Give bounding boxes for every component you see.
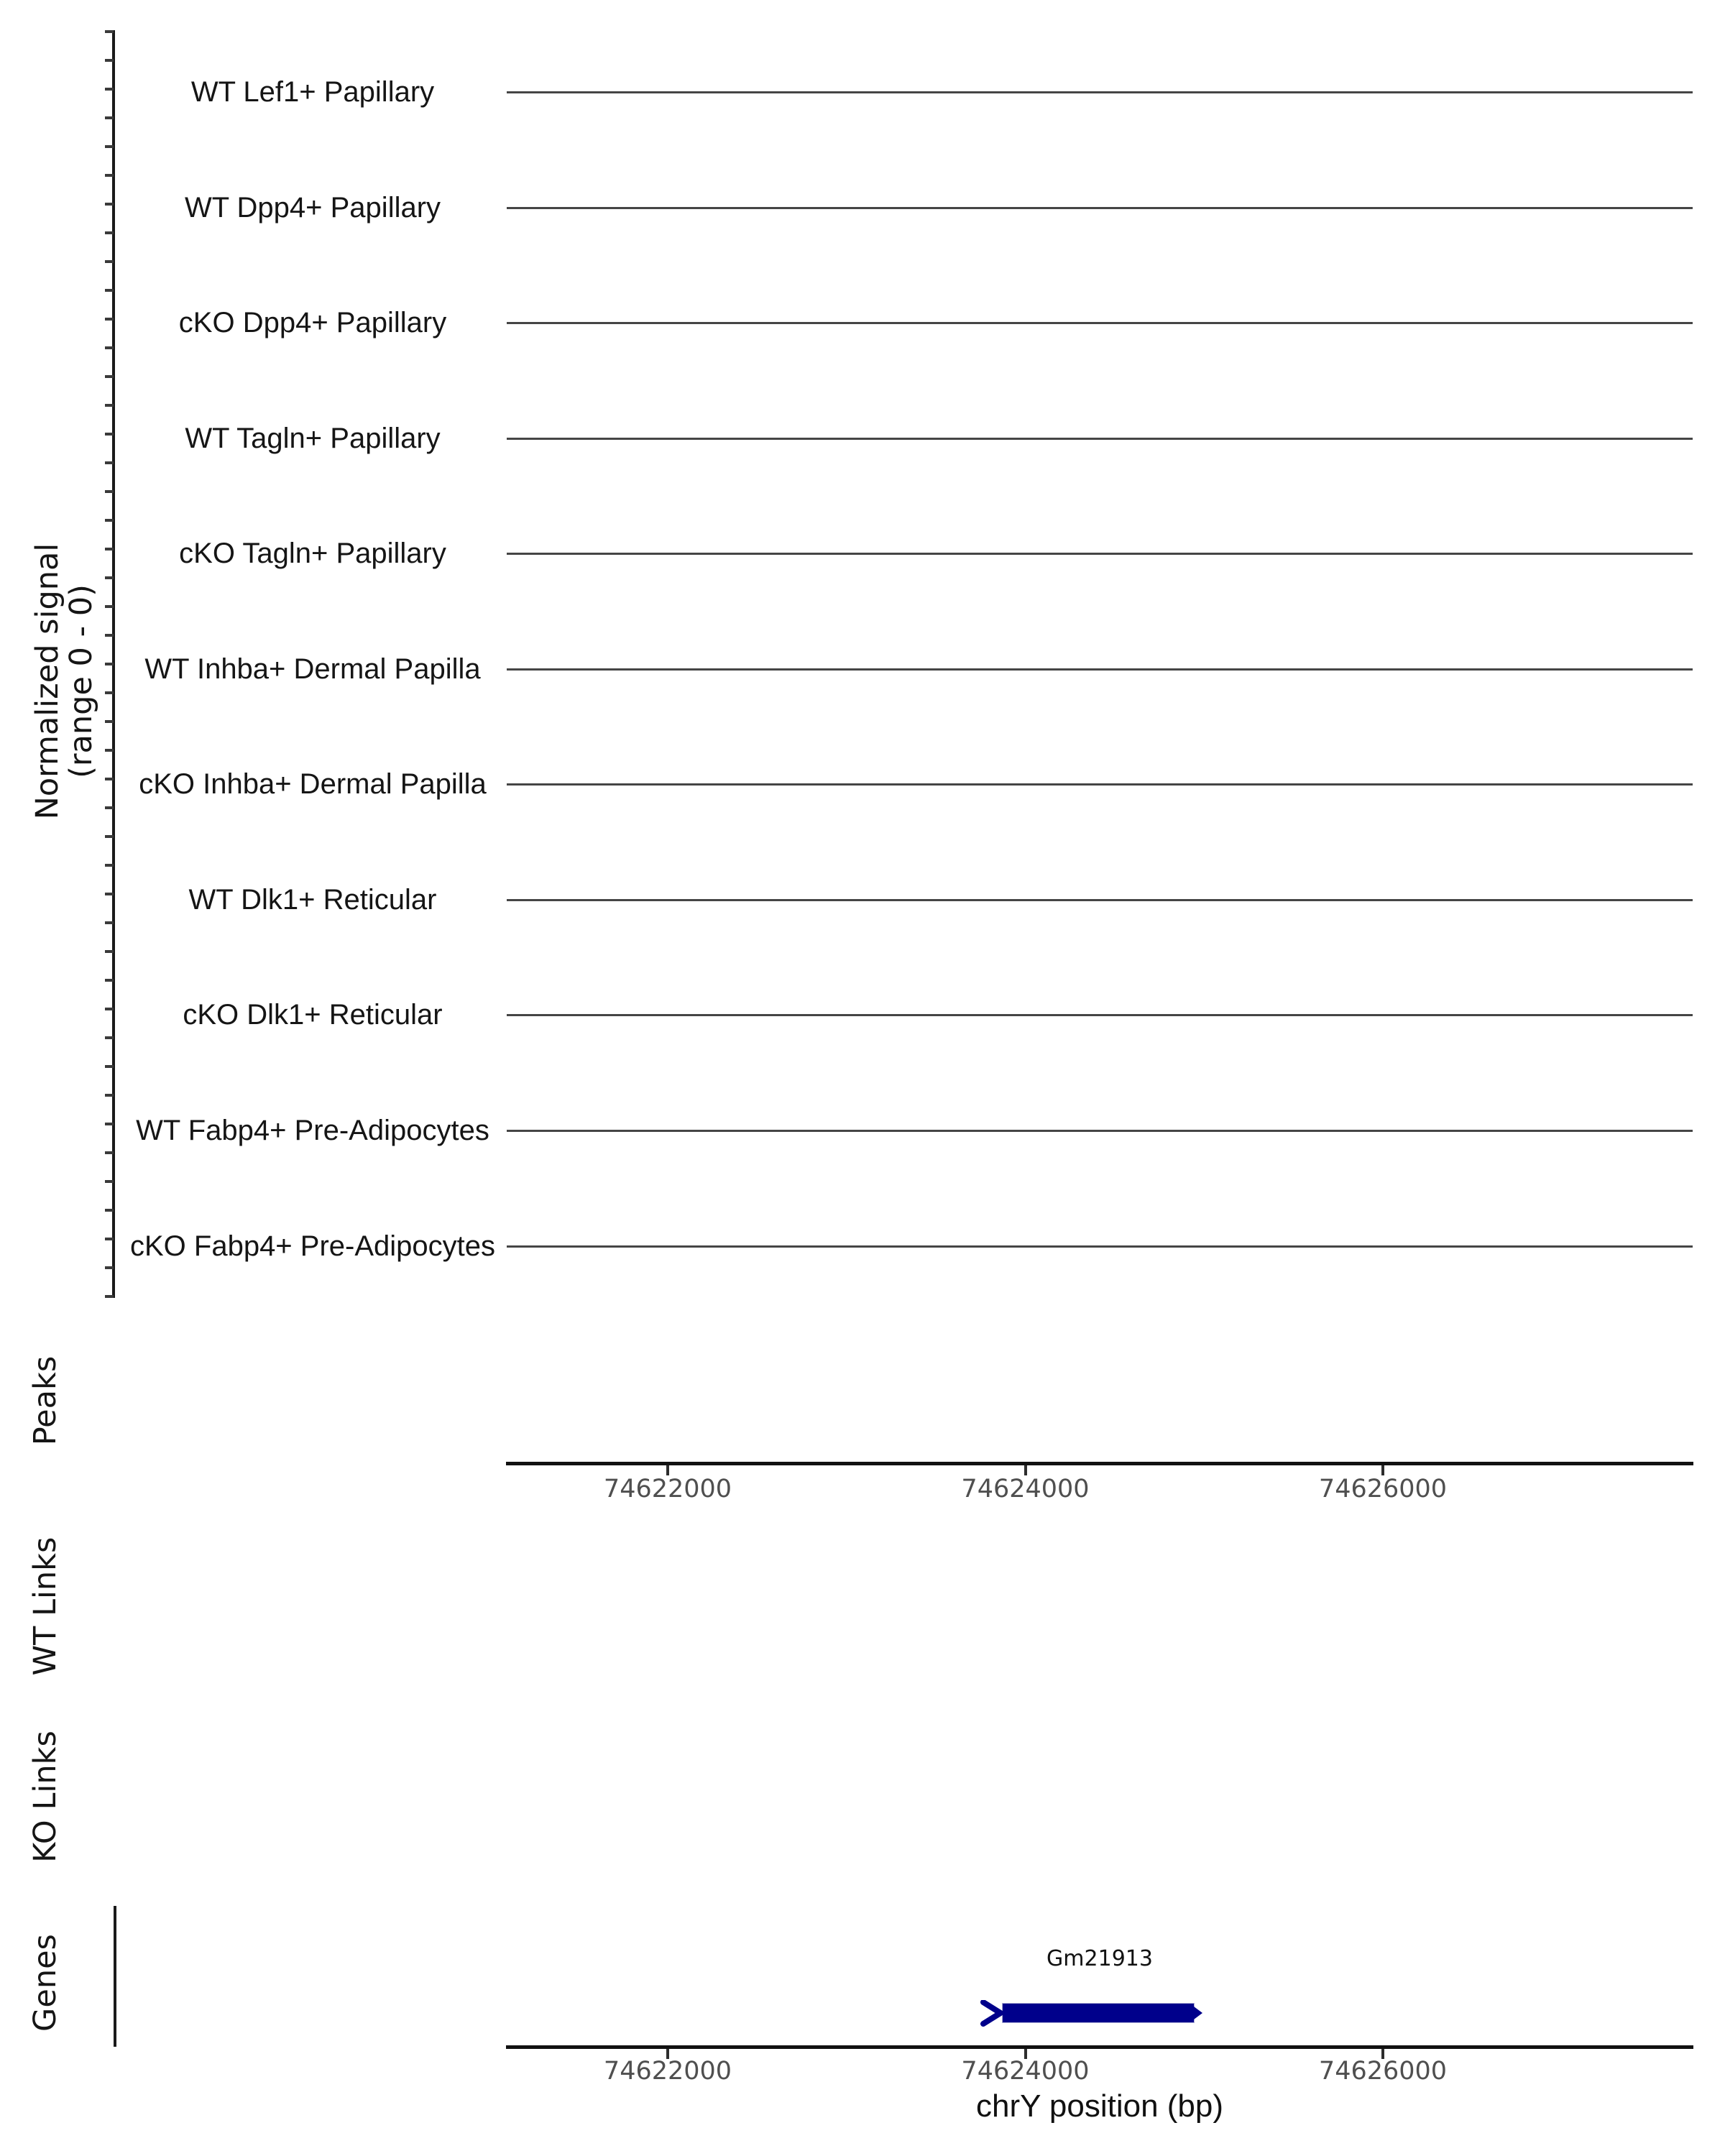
signal-y-axis-tick	[105, 864, 114, 867]
signal-y-axis-tick	[105, 979, 114, 982]
gene-end-arrow-tip-icon	[1191, 2004, 1205, 2022]
bottom-ruler-axis-line	[506, 2045, 1693, 2049]
signal-y-axis-tick	[105, 1036, 114, 1039]
signal-y-axis-tick	[105, 720, 114, 723]
signal-y-axis-tick	[105, 1209, 114, 1212]
signal-y-axis-tick	[105, 950, 114, 953]
signal-y-axis-tick	[105, 375, 114, 378]
track-signal-line	[507, 438, 1693, 440]
x-axis-title: chrY position (bp)	[975, 2088, 1224, 2124]
signal-y-axis-tick	[105, 1151, 114, 1154]
section-label-peaks: Peaks	[27, 1355, 63, 1446]
section-label-genes: Genes	[27, 1934, 63, 2032]
track-label: cKO Inhba+ Dermal Papilla	[139, 768, 487, 801]
ruler-tick-label: 74624000	[961, 2057, 1090, 2086]
track-label: WT Tagln+ Papillary	[185, 422, 441, 454]
ruler-tick	[1024, 1465, 1027, 1475]
gene-label: Gm21913	[1046, 1946, 1153, 1971]
signal-y-axis-tick	[105, 634, 114, 637]
signal-y-axis-label-line1: Normalized signal	[29, 543, 65, 820]
ruler-tick	[1381, 1465, 1384, 1475]
signal-y-axis-tick	[105, 1065, 114, 1068]
signal-y-axis-tick	[105, 30, 114, 33]
ruler-tick	[666, 1465, 669, 1475]
signal-y-axis-tick	[105, 576, 114, 579]
signal-y-axis-tick	[105, 145, 114, 148]
signal-y-axis-tick	[105, 1266, 114, 1269]
signal-y-axis-tick	[105, 1180, 114, 1183]
signal-y-axis-tick	[105, 174, 114, 177]
track-label: cKO Dpp4+ Papillary	[178, 307, 447, 339]
track-signal-line	[507, 668, 1693, 671]
ruler-tick-label: 74622000	[603, 1475, 732, 1503]
track-signal-line	[507, 1130, 1693, 1132]
track-signal-line	[507, 553, 1693, 555]
signal-y-axis-tick	[105, 404, 114, 407]
genes-panel-axis-line	[114, 1906, 116, 2047]
gene-body-bar	[1003, 2004, 1194, 2022]
ruler-tick-label: 74626000	[1318, 2057, 1448, 2086]
signal-y-axis-tick	[105, 289, 114, 292]
track-label: cKO Dlk1+ Reticular	[183, 999, 443, 1031]
track-label: cKO Fabp4+ Pre-Adipocytes	[129, 1230, 496, 1262]
signal-y-axis-tick	[105, 490, 114, 493]
track-signal-line	[507, 91, 1693, 93]
ruler-tick-label: 74622000	[603, 2057, 732, 2086]
track-signal-line	[507, 207, 1693, 209]
gene-strand-arrow-icon	[978, 2000, 1006, 2029]
track-label: WT Fabp4+ Pre-Adipocytes	[136, 1114, 489, 1146]
signal-y-axis-label-line2: (range 0 - 0)	[63, 584, 99, 778]
signal-y-axis-tick	[105, 605, 114, 608]
signal-y-axis-tick	[105, 749, 114, 752]
track-label: WT Lef1+ Papillary	[190, 76, 435, 108]
track-signal-line	[507, 783, 1693, 786]
top-ruler-axis-line	[506, 1462, 1693, 1465]
signal-y-axis-tick	[105, 806, 114, 809]
track-signal-line	[507, 1014, 1693, 1016]
signal-y-axis-tick	[105, 691, 114, 694]
ruler-tick-label: 74624000	[961, 1475, 1090, 1503]
signal-y-axis-tick	[105, 835, 114, 838]
section-label-wt-links: WT Links	[27, 1537, 63, 1676]
signal-y-axis-tick	[105, 260, 114, 263]
track-signal-line	[507, 322, 1693, 324]
signal-y-axis-tick	[105, 231, 114, 234]
track-label: WT Dlk1+ Reticular	[188, 883, 437, 916]
signal-y-axis-tick	[105, 461, 114, 464]
signal-y-axis-tick	[105, 921, 114, 924]
track-label: WT Inhba+ Dermal Papilla	[144, 653, 481, 685]
track-label: WT Dpp4+ Papillary	[184, 191, 441, 224]
signal-y-axis-tick	[105, 59, 114, 62]
track-signal-line	[507, 1245, 1693, 1248]
track-signal-line	[507, 899, 1693, 901]
signal-y-axis-tick	[105, 1295, 114, 1298]
signal-y-axis-tick	[105, 346, 114, 349]
section-label-ko-links: KO Links	[27, 1731, 63, 1863]
ruler-tick-label: 74626000	[1318, 1475, 1448, 1503]
signal-y-axis-tick	[105, 519, 114, 522]
signal-y-axis-tick	[105, 1094, 114, 1097]
signal-y-axis-tick	[105, 116, 114, 119]
track-label: cKO Tagln+ Papillary	[179, 538, 446, 570]
